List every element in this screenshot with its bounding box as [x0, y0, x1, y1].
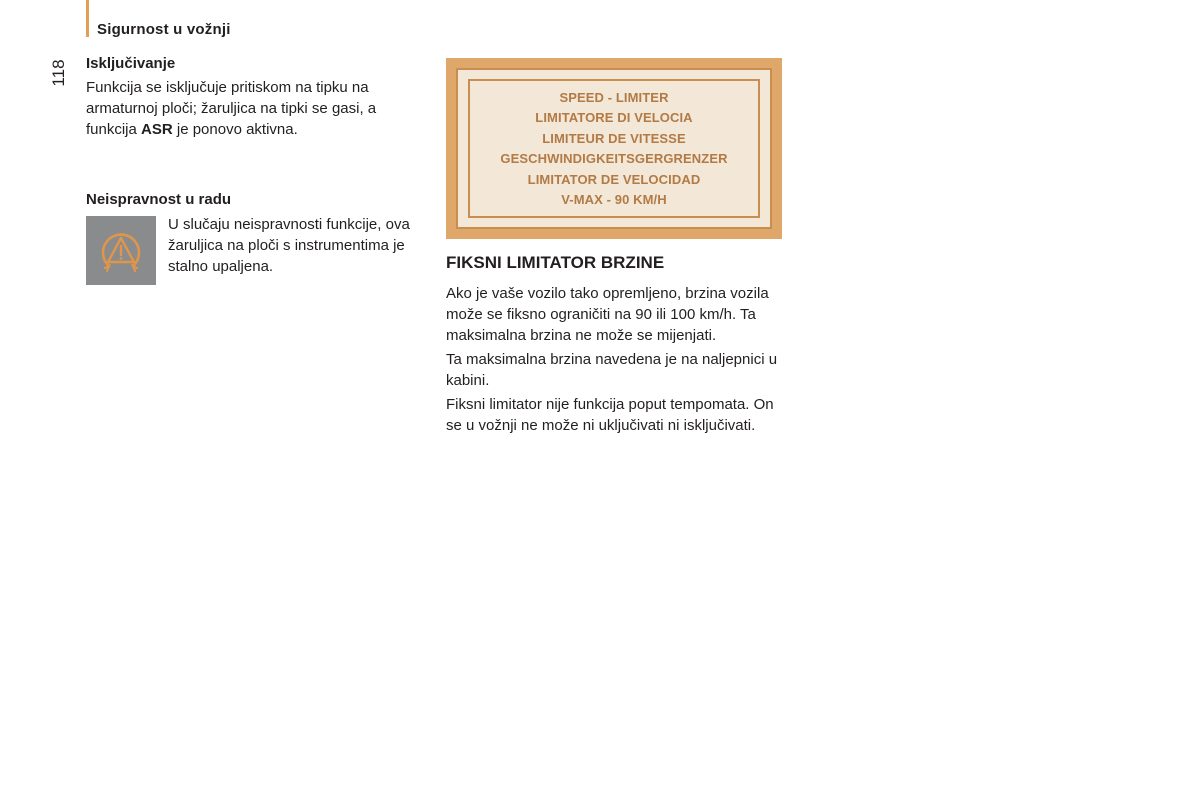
- paragraph: Ta maksimalna brzina navedena je na naljepnici u kabini.: [446, 351, 778, 389]
- warning-triangle-circle-icon: [94, 224, 148, 278]
- paragraph: Ako je vaše vozilo tako opremljeno, brzina vozila može se fiksno ograničiti na 90 ili 100 km/h. Ta maksimalna brzina ne može se mijenjati.: [446, 285, 769, 344]
- right-column: [446, 58, 786, 439]
- speed-limiter-label: [446, 58, 782, 239]
- left-column: [86, 54, 426, 285]
- warning-lamp-box: [86, 216, 156, 285]
- asr-term: ASR: [141, 121, 173, 138]
- disable-text-part1: Funkcija se isključuje pritiskom na tipku na armaturnoj ploči; žaruljica na tipki se gasi, a funkcija: [86, 79, 377, 138]
- label-line: V-MAX - 90 KM/H: [561, 192, 667, 208]
- section-title: FIKSNI LIMITATOR BRZINE: [446, 253, 665, 272]
- paragraph: Fiksni limitator nije funkcija poput tempomata. On se u vožnji ne može ni uključivati ni isključivati.: [446, 396, 774, 434]
- fault-text: U slučaju neispravnosti funkcije, ova žaruljica na ploči s instrumentima je stalno upaljena.: [168, 216, 410, 275]
- label-line: LIMITEUR DE VITESSE: [542, 130, 686, 146]
- disable-heading: Isključivanje: [86, 55, 176, 72]
- speed-limiter-label-inner: [456, 68, 772, 229]
- disable-text-part2: je ponovo aktivna.: [172, 121, 298, 138]
- label-line: GESCHWINDIGKEITSGERGRENZER: [500, 151, 728, 167]
- page-header-title: Sigurnost u vožnji: [97, 21, 231, 38]
- label-line: LIMITATOR DE VELOCIDAD: [527, 171, 701, 187]
- page-number: 118: [49, 59, 68, 87]
- speed-limiter-label-lines: [468, 79, 760, 218]
- header-accent-bar: [86, 0, 89, 37]
- label-line: LIMITATORE DI VELOCIA: [535, 110, 693, 126]
- label-line: SPEED - LIMITER: [559, 89, 669, 105]
- fault-heading: Neispravnost u radu: [86, 191, 232, 208]
- disable-text: [86, 77, 426, 140]
- fault-row: [86, 214, 426, 285]
